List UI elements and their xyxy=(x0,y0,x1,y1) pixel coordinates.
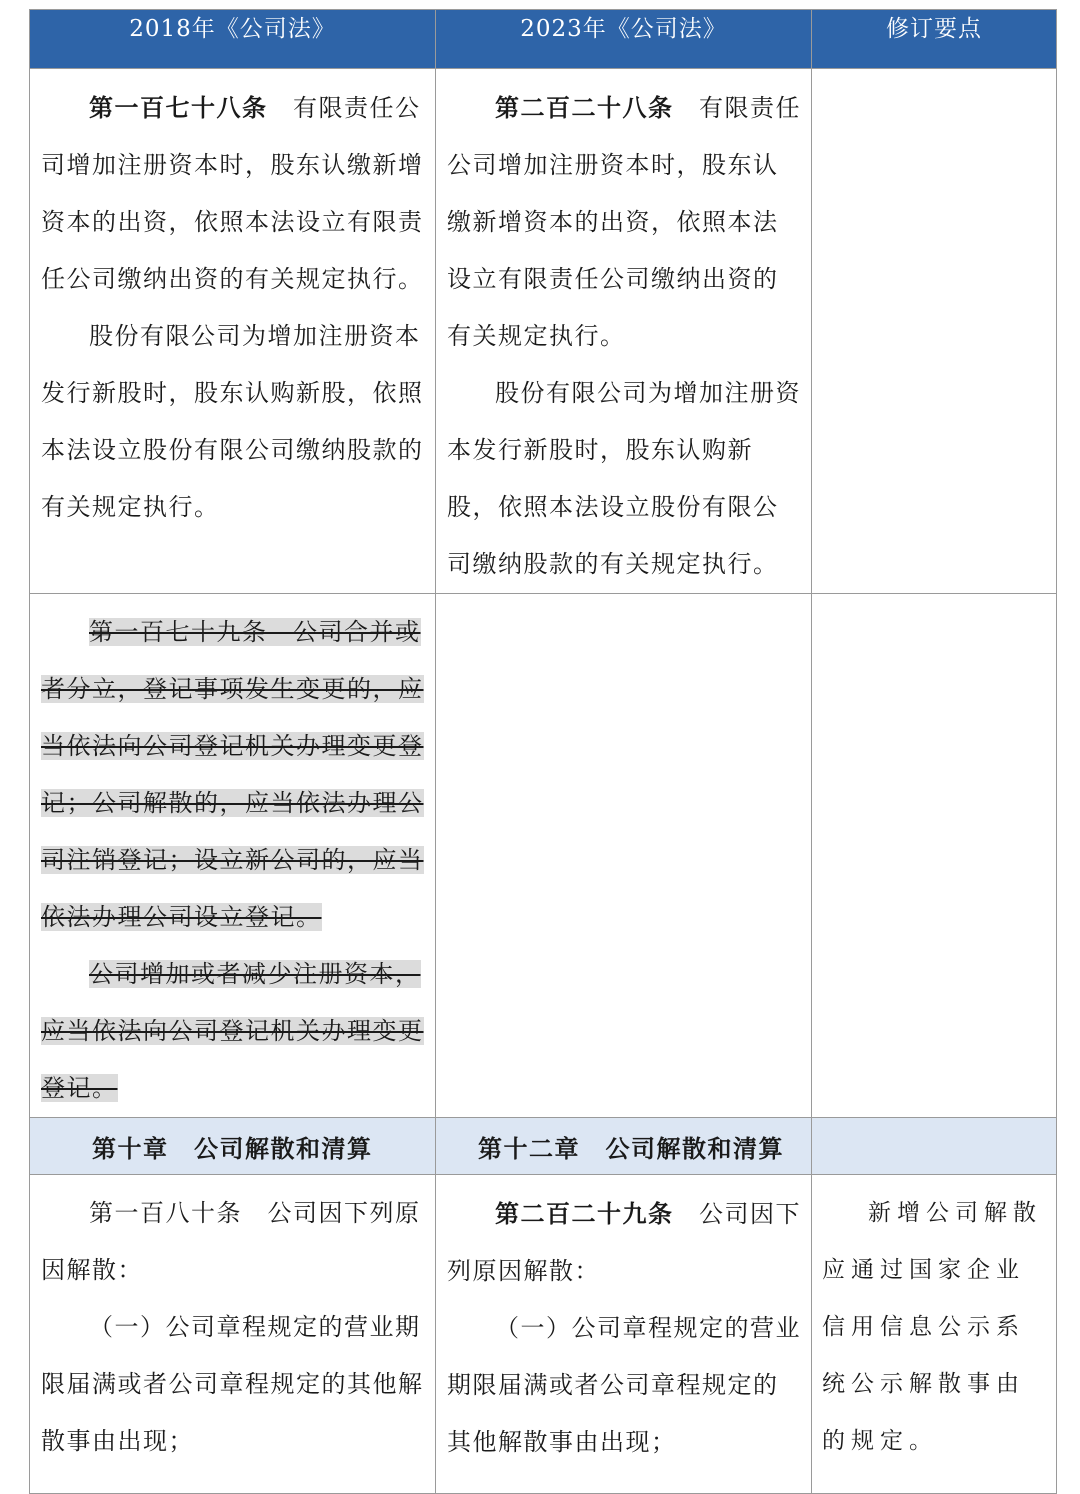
article-text: 公司因下列原因解散： xyxy=(447,1200,801,1285)
article-number: 第一百八十条 xyxy=(89,1199,242,1227)
new-paragraph: 股份有限公司为增加注册资本发行新股时，股东认购新股，依照本法设立股份有限公司缴纳股款的有关规定执行。 xyxy=(447,379,801,578)
article-number: 第一百七十八条 xyxy=(89,93,268,122)
cell-old-law xyxy=(30,1175,436,1494)
article-text: 有限责任公司增加注册资本时，股东认缴新增资本的出资，依照本法设立有限责任公司缴纳出资的有关规定执行。 xyxy=(447,94,801,350)
old-paragraph xyxy=(41,79,427,308)
header-row xyxy=(30,10,1057,69)
deleted-paragraph xyxy=(41,604,427,946)
cell-old-law-deleted xyxy=(30,594,436,1118)
chapter-note-empty xyxy=(812,1118,1057,1175)
deleted-text: 公司增加或者减少注册资本，应当依法向公司登记机关办理变更登记。 xyxy=(41,960,424,1102)
cell-revision-note xyxy=(812,1175,1057,1494)
new-paragraph xyxy=(447,1185,801,1300)
chapter-new: 第十二章 公司解散和清算 xyxy=(436,1118,812,1175)
table-row xyxy=(30,69,1057,594)
old-paragraph: 股份有限公司为增加注册资本发行新股时，股东认购新股，依照本法设立股份有限公司缴纳股款的有关规定执行。 xyxy=(41,322,424,521)
old-paragraph xyxy=(41,1185,427,1299)
old-paragraph: （一）公司章程规定的营业期限届满或者公司章程规定的其他解散事由出现； xyxy=(41,1313,424,1455)
cell-revision-note xyxy=(812,69,1057,594)
deleted-paragraph xyxy=(41,946,427,1117)
new-paragraph xyxy=(447,79,801,365)
revision-note: 新增公司解散应通过国家企业信用信息公示系统公示解散事由的规定。 xyxy=(822,1200,1042,1454)
table-row xyxy=(30,1175,1057,1494)
article-number: 第二百二十九条 xyxy=(495,1199,674,1228)
header-2023-law: 2023年《公司法》 xyxy=(436,10,812,69)
header-2018-law: 2018年《公司法》 xyxy=(30,10,436,69)
chapter-old: 第十章 公司解散和清算 xyxy=(30,1118,436,1175)
cell-revision-note-empty xyxy=(812,594,1057,1118)
article-text: 有限责任公司增加注册资本时，股东认缴新增资本的出资，依照本法设立有限责任公司缴纳出资的有关规定执行。 xyxy=(41,94,424,293)
deleted-text: 公司合并或者分立，登记事项发生变更的，应当依法向公司登记机关办理变更登记；公司解散的，应当依法办理公司注销登记；设立新公司的，应当依法办理公司设立登记。 xyxy=(41,618,424,931)
cell-new-law xyxy=(436,1175,812,1494)
cell-old-law xyxy=(30,69,436,594)
article-number: 第二百二十八条 xyxy=(495,93,674,122)
cell-new-law xyxy=(436,69,812,594)
header-revision-points: 修订要点 xyxy=(812,10,1057,69)
cell-new-law-empty xyxy=(436,594,812,1118)
revision-note xyxy=(812,69,1056,79)
chapter-row xyxy=(30,1118,1057,1175)
table-row xyxy=(30,594,1057,1118)
new-paragraph: （一）公司章程规定的营业期限届满或者公司章程规定的其他解散事由出现； xyxy=(447,1314,801,1456)
article-text: 公司因下列原因解散： xyxy=(41,1199,421,1284)
deleted-article-number: 第一百七十九条 xyxy=(89,618,293,646)
law-comparison-table xyxy=(29,9,1057,1494)
